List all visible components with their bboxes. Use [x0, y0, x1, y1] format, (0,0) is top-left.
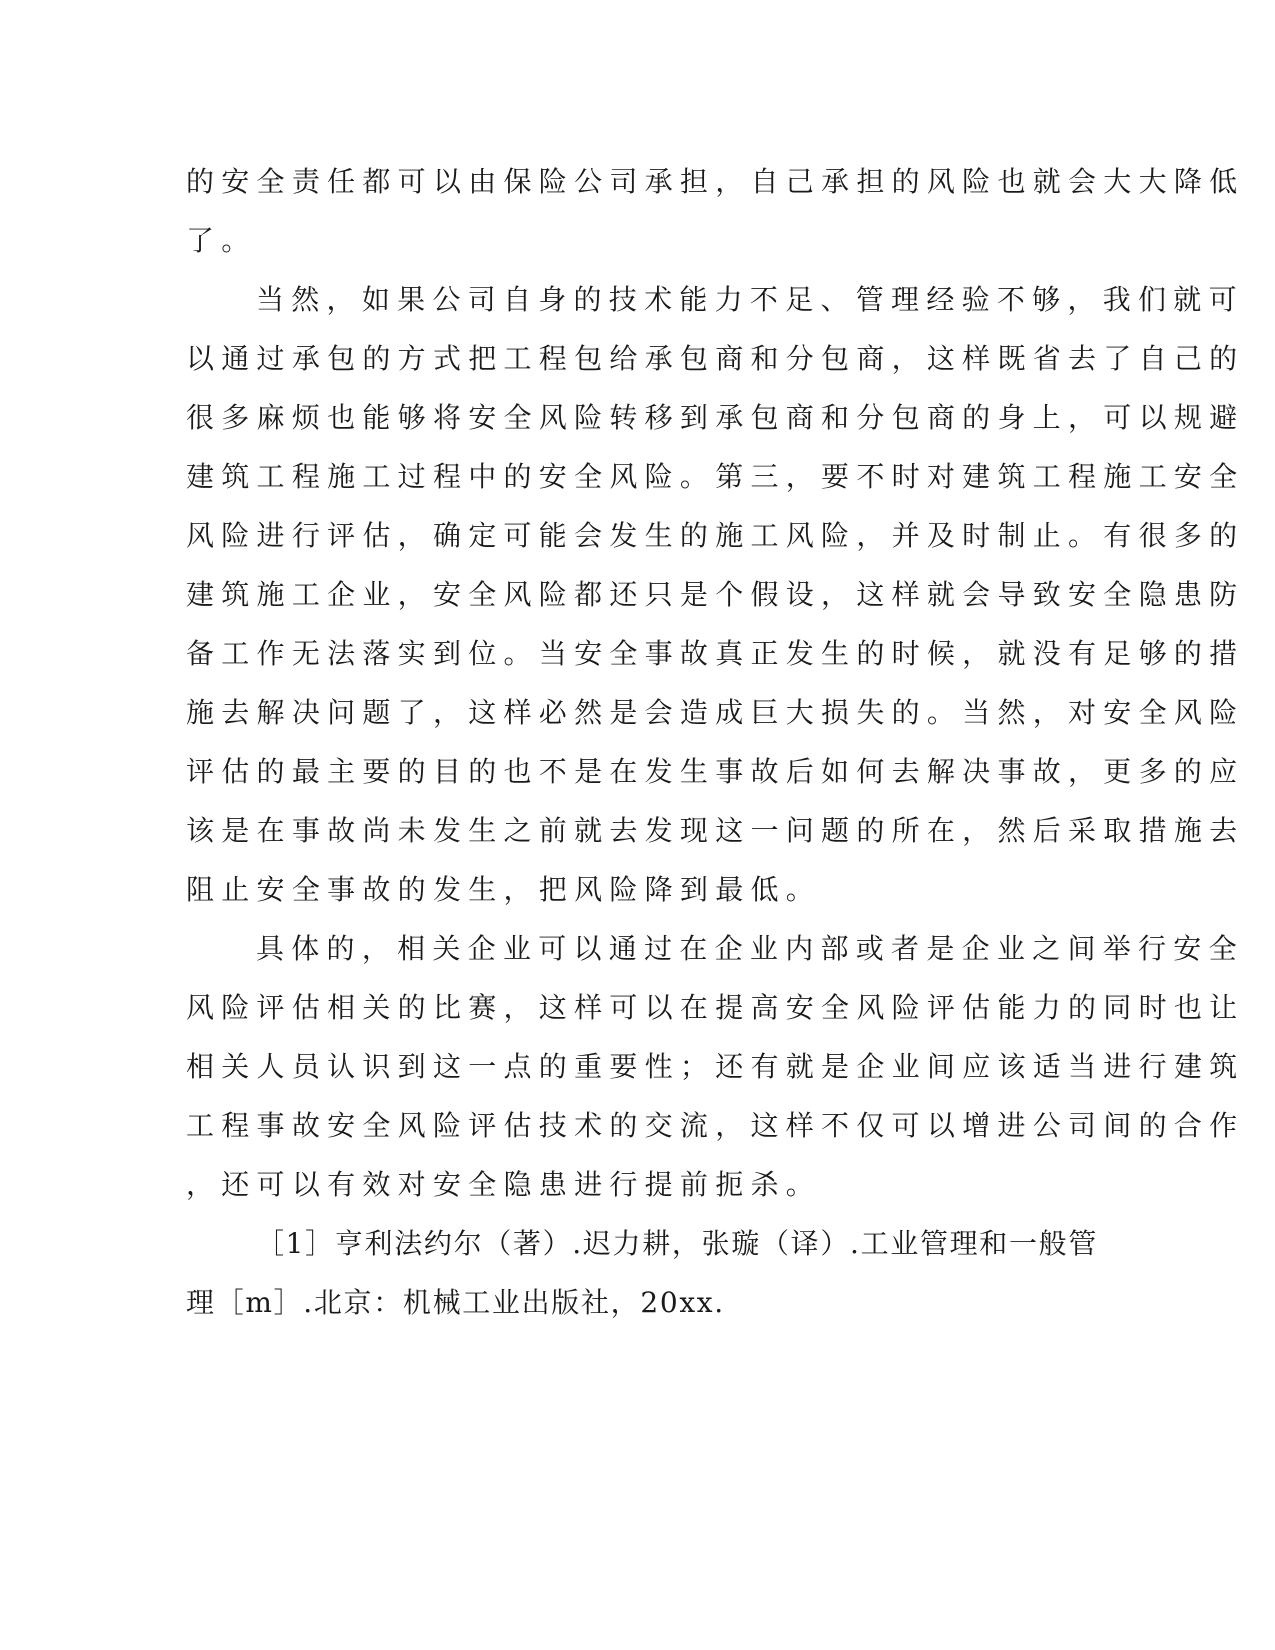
text-line: 的安全责任都可以由保险公司承担，自己承担的风险也就会大大降低	[186, 165, 1245, 198]
text-line: 具体的，相关企业可以通过在企业内部或者是企业之间举行安全	[256, 932, 1244, 965]
document-body	[186, 152, 1245, 1332]
text-line: 施去解决问题了，这样必然是会造成巨大损失的。当然，对安全风险	[186, 696, 1245, 729]
text-line: 阻止安全事故的发生，把风险降到最低。	[186, 873, 822, 906]
paragraph-3	[186, 919, 1245, 1214]
reference-entry	[186, 1214, 1099, 1332]
text-line: 很多麻烦也能够将安全风险转移到承包商和分包商的身上，可以规避	[186, 401, 1245, 434]
reference-line: 理［m］.北京：机械工业出版社，20xx.	[186, 1286, 725, 1319]
paragraph-1	[186, 152, 1245, 270]
text-line: 当然，如果公司自身的技术能力不足、管理经验不够，我们就可	[256, 283, 1244, 316]
reference-line: ［1］亨利法约尔（著）.迟力耕，张璇（译）.工业管理和一般管	[256, 1227, 1099, 1260]
text-line: 了。	[186, 224, 257, 257]
text-line: 风险评估相关的比赛，这样可以在提高安全风险评估能力的同时也让	[186, 991, 1245, 1024]
text-line: 备工作无法落实到位。当安全事故真正发生的时候，就没有足够的措	[186, 637, 1245, 670]
text-line: 以通过承包的方式把工程包给承包商和分包商，这样既省去了自己的	[186, 342, 1245, 375]
text-line: 该是在事故尚未发生之前就去发现这一问题的所在，然后采取措施去	[186, 814, 1245, 847]
text-line: ，还可以有效对安全隐患进行提前扼杀。	[186, 1168, 822, 1201]
text-line: 风险进行评估，确定可能会发生的施工风险，并及时制止。有很多的	[186, 519, 1245, 552]
text-line: 相关人员认识到这一点的重要性；还有就是企业间应该适当进行建筑	[186, 1050, 1245, 1083]
text-line: 建筑工程施工过程中的安全风险。第三，要不时对建筑工程施工安全	[186, 460, 1245, 493]
text-line: 建筑施工企业，安全风险都还只是个假设，这样就会导致安全隐患防	[186, 578, 1245, 611]
paragraph-2	[186, 270, 1245, 919]
text-line: 评估的最主要的目的也不是在发生事故后如何去解决事故，更多的应	[186, 755, 1245, 788]
text-line: 工程事故安全风险评估技术的交流，这样不仅可以增进公司间的合作	[186, 1109, 1245, 1142]
